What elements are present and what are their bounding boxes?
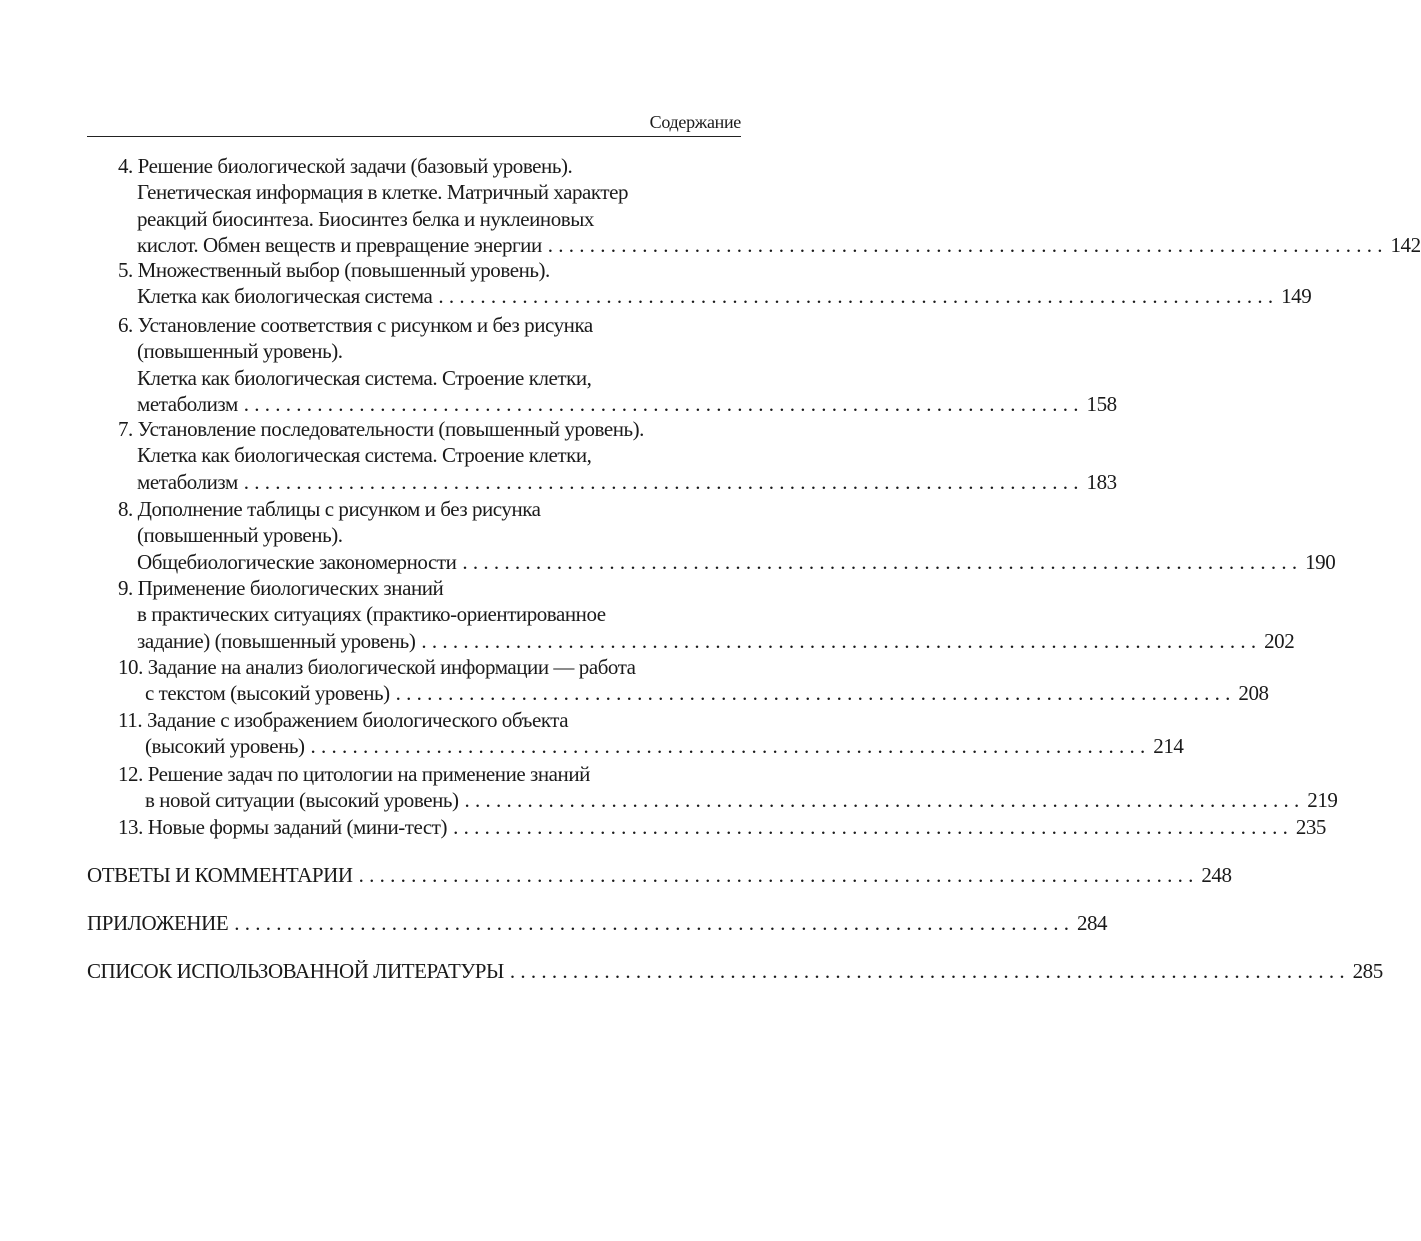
toc-entry-line: Общебиологические закономерности <box>137 549 457 574</box>
toc-line-with-page <box>118 549 1336 575</box>
toc-entry-text <box>137 469 238 495</box>
toc-entry-number: 10. <box>118 655 143 679</box>
toc-entry-line: кислот. Обмен веществ и превращение энергии <box>137 232 542 257</box>
toc-entry-number: 13. <box>118 815 143 839</box>
toc-entry-text <box>87 910 228 936</box>
page-number: 158 <box>1086 391 1117 416</box>
toc-line-with-page <box>118 733 1184 759</box>
toc-entry-line: Новые формы заданий (мини-тест) <box>147 815 448 839</box>
toc-entry-line-row <box>118 707 741 733</box>
toc-entry-text <box>145 787 459 813</box>
toc-entry-line: Клетка как биологическая система <box>137 284 433 309</box>
toc-entry-line-row <box>118 338 741 364</box>
toc-entry-line: Решение биологической задачи (базовый уровень). <box>137 154 573 178</box>
dot-leader: . . . . . . . . . . . . . . . . . . . . . . . . . . . . . . . . . . . . . . . . . . . . . . . . . . . . . . . . . . . . . . . . . . . . . . . . . . . . . . . . <box>358 863 1194 887</box>
running-header: Содержание <box>649 112 741 132</box>
toc-line-with-page <box>118 814 1326 840</box>
toc-entry-line: ОТВЕТЫ И КОММЕНТАРИИ <box>87 863 353 887</box>
toc-entry-line: Задание на анализ биологической информации — работа <box>147 655 636 679</box>
toc-entry-number: 6. <box>118 313 133 337</box>
toc-line-with-page <box>118 469 1117 495</box>
dot-leader: . . . . . . . . . . . . . . . . . . . . . . . . . . . . . . . . . . . . . . . . . . . . . . . . . . . . . . . . . . . . . . . . . . . . . . . . . . . . . . . . <box>453 815 1288 839</box>
toc-entry-text <box>137 549 456 575</box>
toc-entry-number: 9. <box>118 576 133 600</box>
page-number: 219 <box>1307 788 1338 813</box>
toc-line-with-page <box>118 391 1117 417</box>
toc-entry-line: в новой ситуации (высокий уровень) <box>145 788 459 813</box>
toc-entry-line: Установление последовательности (повышенный уровень). <box>137 417 644 441</box>
toc-entry[interactable] <box>118 575 1295 654</box>
toc-entry-text <box>145 733 305 759</box>
toc-line-with-page <box>118 628 1295 654</box>
toc-entry-text <box>118 814 447 840</box>
page-number: 183 <box>1086 469 1117 494</box>
toc-entry-line: задание) (повышенный уровень) <box>137 628 416 653</box>
dot-leader: . . . . . . . . . . . . . . . . . . . . . . . . . . . . . . . . . . . . . . . . . . . . . . . . . . . . . . . . . . . . . . . . . . . . . . . . . . . . . . . . <box>234 911 1069 935</box>
toc-entry-text <box>87 862 353 888</box>
toc-entry-text <box>137 628 415 654</box>
toc-line-with-page <box>87 910 1108 936</box>
toc-entry[interactable] <box>118 814 1326 840</box>
toc-entry[interactable] <box>118 654 1269 707</box>
toc-section[interactable] <box>87 862 1232 888</box>
toc-entry-line-row <box>118 206 741 232</box>
toc-entry-line-row <box>118 179 741 205</box>
dot-leader: . . . . . . . . . . . . . . . . . . . . . . . . . . . . . . . . . . . . . . . . . . . . . . . . . . . . . . . . . . . . . . . . . . . . . . . . . . . . . . . . <box>509 959 1345 983</box>
toc-entry-line-row <box>118 496 741 522</box>
dot-leader: . . . . . . . . . . . . . . . . . . . . . . . . . . . . . . . . . . . . . . . . . . . . . . . . . . . . . . . . . . . . . . . . . . . . . . . . . . . . . . . . <box>438 284 1274 309</box>
toc-line-with-page <box>118 283 1312 309</box>
toc-entry-line-row <box>118 257 741 283</box>
toc-entry[interactable] <box>118 416 1117 495</box>
toc-line-with-page <box>118 232 1421 258</box>
page-number: 142 <box>1390 232 1421 257</box>
dot-leader: . . . . . . . . . . . . . . . . . . . . . . . . . . . . . . . . . . . . . . . . . . . . . . . . . . . . . . . . . . . . . . . . . . . . . . . . . . . . . . . . <box>547 232 1383 257</box>
toc-entry-line-row <box>118 312 741 338</box>
toc-line-with-page <box>118 680 1269 706</box>
toc-entry-text <box>87 958 504 984</box>
toc-section[interactable] <box>87 958 1383 984</box>
page-number: 190 <box>1305 549 1336 574</box>
toc-entry-line-row <box>118 416 741 442</box>
toc-entry-line: (высокий уровень) <box>145 734 305 759</box>
dot-leader: . . . . . . . . . . . . . . . . . . . . . . . . . . . . . . . . . . . . . . . . . . . . . . . . . . . . . . . . . . . . . . . . . . . . . . . . . . . . . . . . <box>243 391 1079 416</box>
toc-entry-text <box>137 391 238 417</box>
toc-entry-line: Задание с изображением биологического объекта <box>146 708 569 732</box>
toc-entry-line-row <box>118 601 741 627</box>
toc-entry-line: Решение задач по цитологии на применение знаний <box>147 762 590 786</box>
toc-entry-line: Генетическая информация в клетке. Матричный характер <box>137 180 629 205</box>
toc-entry-number: 5. <box>118 258 133 282</box>
page-number: 285 <box>1352 959 1383 983</box>
toc-entry-line: Установление соответствия с рисунком и без рисунка <box>137 313 593 337</box>
toc-entry[interactable] <box>118 761 1338 814</box>
toc-entry-line: Клетка как биологическая система. Строение клетки, <box>137 443 592 468</box>
toc-entry-line: Множественный выбор (повышенный уровень). <box>137 258 550 282</box>
dot-leader: . . . . . . . . . . . . . . . . . . . . . . . . . . . . . . . . . . . . . . . . . . . . . . . . . . . . . . . . . . . . . . . . . . . . . . . . . . . . . . . . <box>464 788 1300 813</box>
page-number: 214 <box>1153 734 1184 759</box>
toc-entry-line: метаболизм <box>137 391 238 416</box>
toc-entry-line: реакций биосинтеза. Биосинтез белка и нуклеиновых <box>137 206 594 231</box>
page-number: 202 <box>1264 628 1295 653</box>
toc-entry-line-row <box>118 654 741 680</box>
toc-entry[interactable] <box>118 153 1421 258</box>
toc-entry-line: в практических ситуациях (практико-ориентированное <box>137 602 606 627</box>
toc-line-with-page <box>87 958 1383 984</box>
toc-entry-number: 12. <box>118 762 143 786</box>
toc-entry-number: 4. <box>118 154 133 178</box>
toc-entry-line-row <box>118 575 741 601</box>
toc-entry[interactable] <box>118 707 1184 760</box>
toc-entry-number: 11. <box>118 708 143 732</box>
toc-entry-line: Дополнение таблицы с рисунком и без рисунка <box>137 497 541 521</box>
page-number: 149 <box>1281 284 1312 309</box>
toc-entry-line-row <box>118 761 741 787</box>
toc-line-with-page <box>118 787 1338 813</box>
toc-entry-line-row <box>118 442 741 468</box>
dot-leader: . . . . . . . . . . . . . . . . . . . . . . . . . . . . . . . . . . . . . . . . . . . . . . . . . . . . . . . . . . . . . . . . . . . . . . . . . . . . . . . . <box>395 681 1231 706</box>
toc-entry-line: ПРИЛОЖЕНИЕ <box>87 911 229 935</box>
toc-line-with-page <box>87 862 1232 888</box>
toc-entry-number: 7. <box>118 417 133 441</box>
toc-entry-line: метаболизм <box>137 469 238 494</box>
page-number: 248 <box>1201 863 1232 887</box>
toc-entry-line: с текстом (высокий уровень) <box>145 681 390 706</box>
toc-entry-line-row <box>118 365 741 391</box>
toc-entry-line: Клетка как биологическая система. Строение клетки, <box>137 365 592 390</box>
dot-leader: . . . . . . . . . . . . . . . . . . . . . . . . . . . . . . . . . . . . . . . . . . . . . . . . . . . . . . . . . . . . . . . . . . . . . . . . . . . . . . . . <box>310 734 1146 759</box>
toc-entry-number: 8. <box>118 497 133 521</box>
toc-entry-text <box>137 232 542 258</box>
toc-entry[interactable] <box>118 312 1117 417</box>
toc-entry-line: (повышенный уровень). <box>137 339 343 364</box>
toc-section[interactable] <box>87 910 1108 936</box>
page-number: 284 <box>1076 911 1108 935</box>
toc-entry[interactable] <box>118 496 1336 575</box>
toc-entry-line-row <box>118 153 741 179</box>
page-number: 208 <box>1238 681 1269 706</box>
toc-entry-text <box>145 680 390 706</box>
toc-entry-text <box>137 283 432 309</box>
page-number: 235 <box>1295 815 1326 839</box>
dot-leader: . . . . . . . . . . . . . . . . . . . . . . . . . . . . . . . . . . . . . . . . . . . . . . . . . . . . . . . . . . . . . . . . . . . . . . . . . . . . . . . . <box>421 628 1257 653</box>
dot-leader: . . . . . . . . . . . . . . . . . . . . . . . . . . . . . . . . . . . . . . . . . . . . . . . . . . . . . . . . . . . . . . . . . . . . . . . . . . . . . . . . <box>243 469 1079 494</box>
toc-entry[interactable] <box>118 257 1312 310</box>
toc-entry-line: СПИСОК ИСПОЛЬЗОВАННОЙ ЛИТЕРАТУРЫ <box>87 959 504 983</box>
toc-entry-line: (повышенный уровень). <box>137 523 343 548</box>
header-rule <box>87 136 741 137</box>
dot-leader: . . . . . . . . . . . . . . . . . . . . . . . . . . . . . . . . . . . . . . . . . . . . . . . . . . . . . . . . . . . . . . . . . . . . . . . . . . . . . . . . <box>462 549 1298 574</box>
toc-entry-line-row <box>118 522 741 548</box>
toc-entry-line: Применение биологических знаний <box>137 576 444 600</box>
